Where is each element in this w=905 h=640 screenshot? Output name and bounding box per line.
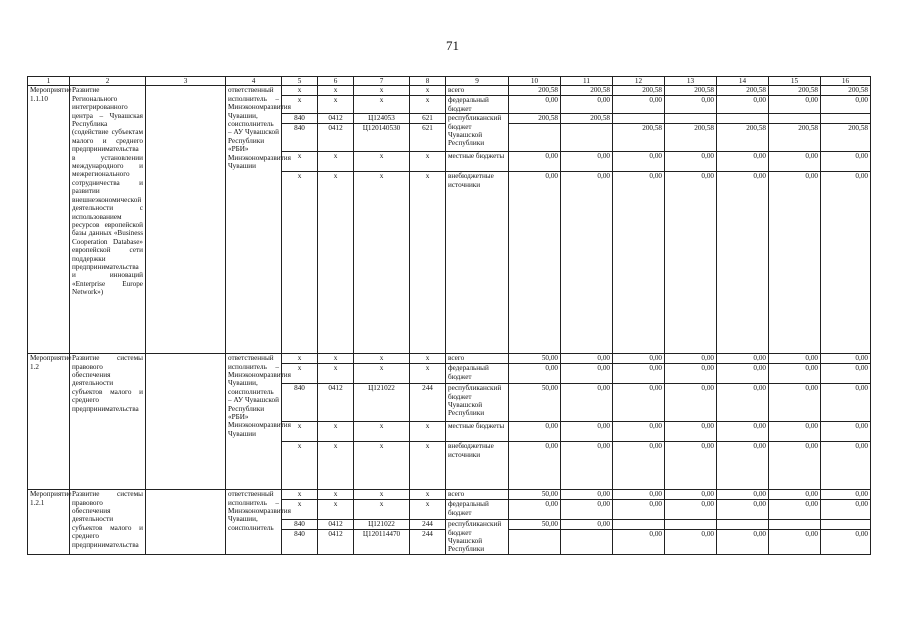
target-article: Ц121022 <box>354 384 410 422</box>
header-cell: 2 <box>70 77 146 86</box>
year-value: 0,00 <box>821 442 871 490</box>
year-value: 0,00 <box>821 354 871 364</box>
funding-source: республиканский бюджет Чувашской Республики <box>446 384 509 422</box>
header-cell: 6 <box>318 77 354 86</box>
year-value: 0,00 <box>613 172 665 354</box>
grbs-code: 840 <box>282 384 318 422</box>
grbs-code: х <box>282 364 318 384</box>
expense-type: х <box>410 96 446 114</box>
header-cell: 13 <box>665 77 717 86</box>
year-value: 0,00 <box>665 442 717 490</box>
header-cell: 8 <box>410 77 446 86</box>
year-value: 0,00 <box>613 530 665 554</box>
measure-executor: ответственный исполнитель – Минэкономразвития Чувашии, соисполнитель <box>226 490 282 555</box>
expense-type: х <box>410 152 446 172</box>
year-value: 0,00 <box>509 364 561 384</box>
expense-type: 621 <box>410 114 446 124</box>
year-value: 0,00 <box>561 172 613 354</box>
header-cell: 1 <box>28 77 70 86</box>
target-article: х <box>354 490 410 500</box>
expense-type: х <box>410 354 446 364</box>
target-article: Ц121022 <box>354 520 410 530</box>
section-code: х <box>318 364 354 384</box>
grbs-code: 840 <box>282 530 318 554</box>
year-value <box>561 124 613 152</box>
funding-source: всего <box>446 354 509 364</box>
grbs-code: 840 <box>282 114 318 124</box>
year-value: 0,00 <box>509 422 561 442</box>
year-value <box>665 114 717 124</box>
funding-source: федеральный бюджет <box>446 96 509 114</box>
target-article: х <box>354 442 410 490</box>
year-value: 0,00 <box>561 384 613 422</box>
page-number: 71 <box>446 38 459 53</box>
year-value: 0,00 <box>717 530 769 554</box>
year-value: 0,00 <box>613 490 665 500</box>
year-value: 0,00 <box>561 500 613 520</box>
header-cell: 3 <box>146 77 226 86</box>
year-value: 200,58 <box>717 86 769 96</box>
expense-type: 621 <box>410 124 446 152</box>
year-value: 0,00 <box>613 96 665 114</box>
header-cell: 7 <box>354 77 410 86</box>
grbs-code: х <box>282 422 318 442</box>
year-value <box>821 520 871 530</box>
table-row <box>28 490 871 500</box>
year-value: 0,00 <box>769 384 821 422</box>
grbs-code: х <box>282 96 318 114</box>
year-value: 0,00 <box>665 354 717 364</box>
header-cell: 15 <box>769 77 821 86</box>
year-value <box>561 530 613 554</box>
target-article: х <box>354 86 410 96</box>
funding-source: внебюджетные источники <box>446 172 509 354</box>
year-value: 200,58 <box>665 124 717 152</box>
grbs-code: х <box>282 152 318 172</box>
target-article: х <box>354 364 410 384</box>
year-value: 0,00 <box>717 354 769 364</box>
section-code: 0412 <box>318 114 354 124</box>
year-value: 0,00 <box>561 520 613 530</box>
year-value: 0,00 <box>665 172 717 354</box>
year-value: 0,00 <box>769 364 821 384</box>
measure-executor: ответственный исполнитель – Минэкономразвития Чувашии, соисполнитель – АУ Чувашской Республики «РБИ» Минэкономразвития Чувашии <box>226 354 282 490</box>
measure-col3 <box>146 354 226 490</box>
target-article: х <box>354 152 410 172</box>
year-value: 0,00 <box>821 500 871 520</box>
expense-type: х <box>410 500 446 520</box>
target-article: х <box>354 422 410 442</box>
section-code: х <box>318 490 354 500</box>
year-value: 200,58 <box>613 86 665 96</box>
funding-source: местные бюджеты <box>446 422 509 442</box>
expense-type: 244 <box>410 384 446 422</box>
year-value <box>665 520 717 530</box>
year-value: 50,00 <box>509 520 561 530</box>
year-value: 200,58 <box>769 86 821 96</box>
year-value: 0,00 <box>769 442 821 490</box>
year-value: 0,00 <box>561 354 613 364</box>
year-value: 0,00 <box>509 96 561 114</box>
year-value: 0,00 <box>717 490 769 500</box>
measure-code: Мероприятие 1.1.10 <box>28 86 70 354</box>
funding-source: всего <box>446 86 509 96</box>
measure-executor: ответственный исполнитель – Минэкономразвития Чувашии, соисполнитель – АУ Чувашской Республики «РБИ» Минэкономразвития Чувашии <box>226 86 282 354</box>
expense-type: 244 <box>410 520 446 530</box>
table-row <box>28 86 871 96</box>
year-value: 0,00 <box>821 96 871 114</box>
year-value: 200,58 <box>561 114 613 124</box>
year-value: 0,00 <box>613 442 665 490</box>
grbs-code: х <box>282 86 318 96</box>
year-value: 200,58 <box>509 114 561 124</box>
funding-source: федеральный бюджет <box>446 500 509 520</box>
header-cell: 10 <box>509 77 561 86</box>
section-code: х <box>318 96 354 114</box>
year-value: 0,00 <box>613 500 665 520</box>
target-article: х <box>354 96 410 114</box>
year-value: 0,00 <box>509 152 561 172</box>
year-value: 0,00 <box>717 384 769 422</box>
year-value: 0,00 <box>665 152 717 172</box>
year-value: 0,00 <box>717 422 769 442</box>
grbs-code: 840 <box>282 520 318 530</box>
year-value: 0,00 <box>665 500 717 520</box>
header-cell: 16 <box>821 77 871 86</box>
year-value <box>717 520 769 530</box>
year-value: 0,00 <box>821 490 871 500</box>
table-row <box>28 354 871 364</box>
section-code: 0412 <box>318 124 354 152</box>
year-value: 0,00 <box>561 442 613 490</box>
section-code: 0412 <box>318 384 354 422</box>
year-value: 0,00 <box>821 364 871 384</box>
year-value: 200,58 <box>509 86 561 96</box>
year-value: 50,00 <box>509 490 561 500</box>
section-code: х <box>318 442 354 490</box>
section-code: х <box>318 152 354 172</box>
year-value: 0,00 <box>561 490 613 500</box>
year-value: 0,00 <box>561 422 613 442</box>
section-code: х <box>318 172 354 354</box>
year-value: 0,00 <box>717 442 769 490</box>
year-value: 0,00 <box>665 530 717 554</box>
year-value: 0,00 <box>717 500 769 520</box>
section-code: х <box>318 422 354 442</box>
measure-col3 <box>146 490 226 555</box>
year-value: 0,00 <box>769 422 821 442</box>
year-value: 0,00 <box>665 96 717 114</box>
funding-source: республиканский бюджет Чувашской Республики <box>446 114 509 152</box>
header-cell: 14 <box>717 77 769 86</box>
grbs-code: х <box>282 172 318 354</box>
grbs-code: х <box>282 490 318 500</box>
year-value: 0,00 <box>665 422 717 442</box>
year-value: 0,00 <box>769 500 821 520</box>
measure-code: Мероприятие 1.2.1 <box>28 490 70 555</box>
year-value: 0,00 <box>821 384 871 422</box>
header-cell: 11 <box>561 77 613 86</box>
funding-source: федеральный бюджет <box>446 364 509 384</box>
measure-name: Развитие Регионального интегрированного центра – Чувашская Республика (содействие субъектам малого и среднего предпринимательства в установлении международного и межрегионального сотрудничества и развитии внешнеэкономической деятельности с использованием ресурсов европейской базы данных «Business Cooperation Database» европейской сети поддержки предпринимательства и инноваций «Enterprise Europe Network») <box>70 86 146 354</box>
year-value <box>821 114 871 124</box>
year-value: 200,58 <box>821 86 871 96</box>
header-row <box>28 77 871 86</box>
year-value: 0,00 <box>509 172 561 354</box>
year-value: 0,00 <box>613 152 665 172</box>
year-value: 200,58 <box>769 124 821 152</box>
funding-source: республиканский бюджет Чувашской Республики <box>446 520 509 555</box>
year-value: 200,58 <box>717 124 769 152</box>
expense-type: х <box>410 86 446 96</box>
year-value: 200,58 <box>613 124 665 152</box>
header-cell: 12 <box>613 77 665 86</box>
year-value: 0,00 <box>561 364 613 384</box>
target-article: Ц120140530 <box>354 124 410 152</box>
year-value: 0,00 <box>769 490 821 500</box>
expense-type: х <box>410 172 446 354</box>
year-value: 0,00 <box>613 354 665 364</box>
year-value: 0,00 <box>665 490 717 500</box>
year-value: 0,00 <box>769 354 821 364</box>
funding-source: всего <box>446 490 509 500</box>
grbs-code: х <box>282 442 318 490</box>
year-value: 0,00 <box>821 422 871 442</box>
year-value: 200,58 <box>561 86 613 96</box>
funding-source: внебюджетные источники <box>446 442 509 490</box>
expense-type: х <box>410 422 446 442</box>
year-value: 0,00 <box>769 96 821 114</box>
target-article: Ц120114470 <box>354 530 410 554</box>
section-code: 0412 <box>318 520 354 530</box>
expense-type: 244 <box>410 530 446 554</box>
year-value: 200,58 <box>665 86 717 96</box>
year-value: 0,00 <box>561 152 613 172</box>
year-value: 0,00 <box>509 442 561 490</box>
section-code: х <box>318 86 354 96</box>
year-value: 0,00 <box>821 172 871 354</box>
year-value: 0,00 <box>665 384 717 422</box>
grbs-code: 840 <box>282 124 318 152</box>
expense-type: х <box>410 490 446 500</box>
year-value: 0,00 <box>821 152 871 172</box>
year-value: 0,00 <box>613 422 665 442</box>
header-cell: 5 <box>282 77 318 86</box>
year-value: 0,00 <box>561 96 613 114</box>
year-value: 0,00 <box>769 152 821 172</box>
target-article: Ц124053 <box>354 114 410 124</box>
year-value: 50,00 <box>509 354 561 364</box>
year-value: 200,58 <box>821 124 871 152</box>
budget-table <box>27 76 871 555</box>
expense-type: х <box>410 442 446 490</box>
measure-name: Развитие системы правового обеспечения деятельности субъектов малого и среднего предпринимательства <box>70 490 146 555</box>
funding-source: местные бюджеты <box>446 152 509 172</box>
year-value <box>509 124 561 152</box>
year-value: 0,00 <box>509 500 561 520</box>
measure-code: Мероприятие 1.2 <box>28 354 70 490</box>
year-value: 0,00 <box>717 364 769 384</box>
year-value <box>769 520 821 530</box>
target-article: х <box>354 354 410 364</box>
section-code: 0412 <box>318 530 354 554</box>
year-value: 0,00 <box>665 364 717 384</box>
measure-col3 <box>146 86 226 354</box>
header-cell: 4 <box>226 77 282 86</box>
year-value: 0,00 <box>717 96 769 114</box>
year-value: 0,00 <box>717 152 769 172</box>
year-value: 50,00 <box>509 384 561 422</box>
year-value: 0,00 <box>769 172 821 354</box>
grbs-code: х <box>282 354 318 364</box>
expense-type: х <box>410 364 446 384</box>
year-value: 0,00 <box>717 172 769 354</box>
section-code: х <box>318 500 354 520</box>
measure-name: Развитие системы правового обеспечения деятельности субъектов малого и среднего предпринимательства <box>70 354 146 490</box>
year-value: 0,00 <box>613 384 665 422</box>
year-value <box>717 114 769 124</box>
header-cell: 9 <box>446 77 509 86</box>
target-article: х <box>354 500 410 520</box>
target-article: х <box>354 172 410 354</box>
year-value: 0,00 <box>613 364 665 384</box>
year-value <box>613 520 665 530</box>
grbs-code: х <box>282 500 318 520</box>
year-value <box>509 530 561 554</box>
year-value <box>613 114 665 124</box>
year-value: 0,00 <box>769 530 821 554</box>
section-code: х <box>318 354 354 364</box>
year-value <box>769 114 821 124</box>
year-value: 0,00 <box>821 530 871 554</box>
